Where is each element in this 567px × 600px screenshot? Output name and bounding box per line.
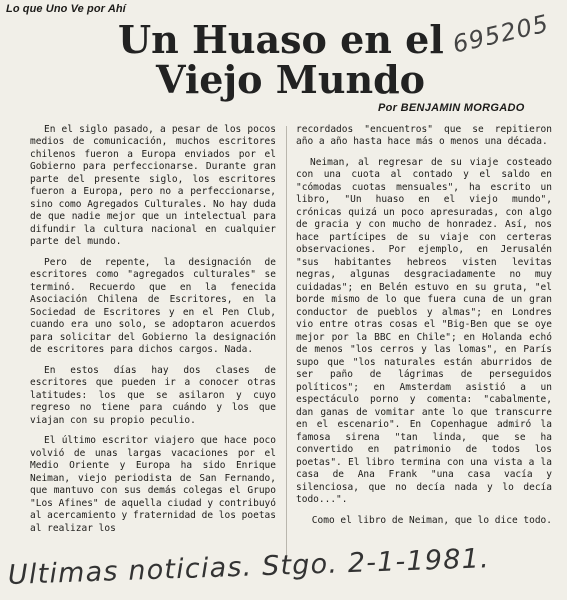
paragraph: Neiman, al regresar de su viaje costeado con una cuota al contado y el saldo en "cómodas cuotas mensuales", ha escrito un libro, "Un huaso en el viejo mundo", crónicas quizá un poco apresuradas, con algo de gracia y con mucho de honradez. Así, nos hace partícipes de su viaje con certeras observaciones. Por ejemplo, en Jerusalén "sus habitantes hebreos visten levitas negras, algunas desgraciadamente no muy cuidadas"; en Belén estuvo en su gruta, "el borde mismo de lo que fuera cuna de un gran conductor de pueblos y almas"; en Londres vio entre otras cosas el "Big-Ben que se oye mejor por la BBC en Chile"; en Holanda echó de menos "los cerros y las lomas", en París supo que "los naturales están aburridos de ser paño de lágrimas de perseguidos políticos"; en Amsterdam asistió a un espectáculo porno y comenta: "cabalmente, dan ganas de vomitar ante lo que transcurre en el escenario". En Copenhague admiró la famosa sirena "tan linda, que se ha convertido en patrimonio de todos los poetas". El libro termina con una vista a la casa de Ana Frank "una casa vacía y silenciosa, que no decía nada y lo decía todo...". <box>296 156 552 506</box>
paragraph: En estos días hay dos clases de escritores que pueden ir a conocer otras latitudes: los que se asilaron y cuyo regreso no tiene para cuándo y los que viajan con su propio peculio. <box>30 364 276 426</box>
section-label: Lo que Uno Ve por Ahí <box>6 3 126 15</box>
article-column-right <box>296 124 552 535</box>
article-column-left <box>30 124 276 543</box>
headline-line-2: Viejo Mundo <box>156 57 425 102</box>
column-divider <box>286 126 287 558</box>
paragraph: recordados "encuentros" que se repitieron año a año hasta hace más o menos una década. <box>296 124 552 148</box>
paragraph: En el siglo pasado, a pesar de los pocos medios de comunicación, muchos escritores chilenos fueron a Europa enviados por el Gobierno para perfeccionarse. Durante gran parte del presente siglo, los escritores fueron a Europa, pero no a perfeccionarse, sino como Agregados Culturales. No hay duda de que nadie mejor que un intelectual para difundir la cultura nacional en cualquier parte del mundo. <box>30 124 276 248</box>
headline <box>118 17 448 102</box>
closing-line: Como el libro de Neiman, que lo dice todo. <box>311 514 552 526</box>
headline-line-1: Un Huaso en el <box>118 17 444 62</box>
byline: Por BENJAMIN MORGADO <box>378 102 525 114</box>
handwritten-source-note: Ultimas noticias. Stgo. 2-1-1981. <box>7 543 491 591</box>
paragraph: El último escritor viajero que hace poco volvió de unas largas vacaciones por el Medio Oriente y Europa ha sido Enrique Neiman, viejo periodista de San Fernando, que mantuvo con sus demás colegas el Grupo "Los Afines" de aquella ciudad y contribuyó al acercamiento y fraternidad de los poetas al realizar los <box>30 435 276 534</box>
handwritten-archive-number: 695205 <box>450 9 552 59</box>
paragraph: Pero de repente, la designación de escritores como "agregados culturales" se terminó. Recuerdo que en la fenecida Asociación Chilena de Escritores, en la Sociedad de Escritores y en el Pen Club, cuando era uno solo, se adoptaron acuerdos para solicitar del Gobierno la designación de escritores para dichos cargos. Nada. <box>30 256 276 356</box>
